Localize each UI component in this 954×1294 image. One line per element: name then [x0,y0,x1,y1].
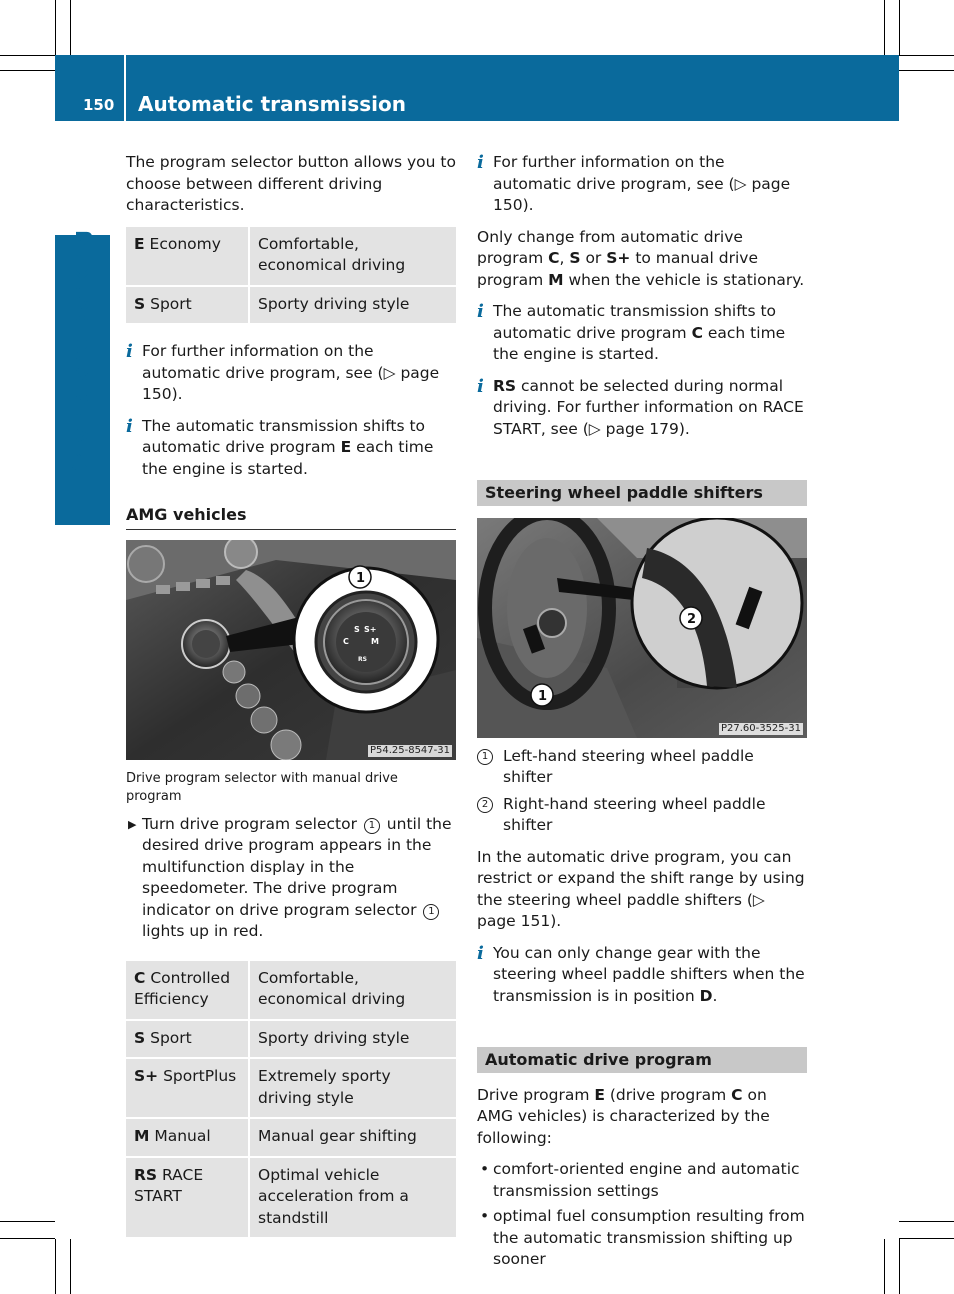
info-note [477,152,807,217]
table-key-cell [126,1118,249,1157]
callout-number: 1 [364,818,380,834]
right-column [477,152,807,1275]
step-arrow-icon: ▶ [128,817,137,831]
callout-1-label: 1 [356,570,366,586]
crop-mark [899,70,954,71]
crop-mark [0,55,55,56]
bold-run: S [569,249,581,267]
program-name: RACE START [134,1165,204,1205]
program-code: M [134,1127,150,1145]
drive-selector-illustration [126,540,456,760]
bold-run: M [548,270,564,289]
automatic-program-paragraph: In the automatic drive program, you can restrict or expand the shift range by using the steering wheel paddle shifters (▷ page 151). [477,847,805,930]
crop-mark [70,0,71,55]
info-text: For further information on the automatic drive program, see (▷ page 150). [493,153,791,214]
selector-splus-label: S+ [364,624,377,634]
info-note [126,416,456,481]
table-desc-cell: Optimal vehicle acceleration from a standstill [249,1157,456,1239]
bold-run: S+ [606,249,631,267]
table-row [126,961,456,1020]
chapter-label-text: Driving and parking [69,229,95,481]
info-note [477,376,807,441]
crop-mark [899,55,954,56]
table-key-cell [126,961,249,1020]
step-text: until the desired drive program appears in the multifunction display in the speedometer. The drive program indicator on drive program selector [142,814,452,919]
table-row [126,1118,456,1157]
bold-run: C [731,1085,743,1104]
info-note [477,301,807,366]
legend-item [477,746,807,789]
table-desc-cell: Manual gear shifting [249,1118,456,1157]
table-key-cell [126,1058,249,1118]
program-code: E [134,234,145,253]
table-row [126,227,456,286]
info-icon: i [126,415,133,437]
table-key-cell [126,1020,249,1059]
text-run: , [559,249,570,267]
crop-mark [884,0,885,55]
legend-text: Right-hand steering wheel paddle shifter [503,794,766,834]
program-code: S [134,294,146,313]
table-row [126,1058,456,1118]
crop-mark [55,1239,56,1294]
amg-drive-program-table [126,961,456,1240]
figure-code: P27.60-3525-31 [720,722,801,734]
change-program-paragraph [477,227,807,292]
crop-mark [0,1238,55,1239]
info-icon: i [126,341,133,362]
program-code: S+ [134,1067,159,1085]
characteristics-list [477,1159,807,1271]
info-icon: i [477,375,484,397]
automatic-drive-program-heading: Automatic drive program [477,1047,807,1073]
table-key-cell [126,1157,249,1239]
instruction-step [126,814,456,943]
text-run: (drive program [604,1085,732,1104]
table-key-cell [126,227,249,286]
left-column [126,152,456,1255]
paddle-shifters-heading: Steering wheel paddle shifters [477,480,807,506]
drive-selector-figure [126,540,456,760]
program-name: Economy [144,234,221,253]
info-note [126,341,456,406]
program-name: Manual [149,1127,211,1145]
text-run: to manual drive program [477,249,759,289]
page-number: 150 [83,96,115,114]
bold-run: C [548,249,560,267]
table-desc-cell: Sporty driving style [249,1020,456,1059]
legend-text: Left-hand steering wheel paddle shifter [503,746,754,786]
info-icon: i [477,301,484,322]
figure-legend [477,746,807,837]
selector-rs-label: RS [358,655,367,663]
figure-code: P54.25-8547-31 [369,744,450,756]
list-item: • optimal fuel consumption resulting from the automatic transmission shifting up sooner [477,1206,807,1271]
info-text: cannot be selected during normal driving. For further information on RACE START, see (▷ page 179). [493,376,804,438]
crop-mark [884,1239,885,1294]
program-name: Sport [145,1028,192,1047]
crop-mark [899,1239,900,1294]
info-icon: i [477,942,484,964]
step-text: Turn drive program selector [142,814,362,833]
text-run: Only change from automatic drive program [477,227,743,267]
crop-mark [70,1239,71,1294]
paddle-shifter-illustration [477,518,807,738]
legend-item [477,794,807,837]
amg-heading: AMG vehicles [126,504,456,530]
info-text: The automatic transmission shifts to automatic drive program [493,302,777,342]
info-bold: RS [493,376,517,395]
table-desc-cell: Comfortable, economical driving [249,227,456,286]
crop-mark [899,0,900,55]
selector-s-label: S [354,624,360,634]
text-run: when the vehicle is stationary. [563,270,805,289]
program-code: C [134,968,146,987]
callout-2-label: 2 [687,611,697,627]
text-run: on AMG vehicles) is characterized by the following: [477,1085,770,1147]
info-bold: C [691,323,703,342]
crop-mark [0,70,55,71]
text-run: Drive program [477,1085,595,1104]
crop-mark [0,1221,55,1222]
crop-mark [899,1221,954,1222]
text-run: or [580,249,607,267]
program-name: Controlled Efficiency [134,968,231,1008]
info-icon: i [477,152,484,173]
info-note [477,943,807,1008]
info-text: You can only change gear with the steering wheel paddle shifters when the transmission is in position [493,943,805,1005]
crop-mark [899,1238,954,1239]
table-row [126,1020,456,1059]
page-header [55,55,899,121]
info-text: The automatic transmission shifts to automatic drive program [142,416,426,456]
table-row [126,1157,456,1239]
program-name: Sport [145,294,192,313]
drive-program-table [126,227,456,326]
crop-mark [55,0,56,55]
bold-run: E [594,1085,605,1104]
table-row [126,286,456,325]
figure-caption: Drive program selector with manual drive program [126,770,398,804]
section-title: Automatic transmission [138,92,406,116]
header-divider [124,55,126,121]
info-text: each time the engine is started. [142,438,434,478]
drive-program-intro [477,1085,807,1150]
program-code: RS [134,1165,158,1184]
list-item: • comfort-oriented engine and automatic transmission settings [477,1159,807,1202]
info-text: . [712,986,718,1005]
selector-c-label: C [343,636,349,646]
paddle-shifter-figure [477,518,807,738]
program-name: SportPlus [158,1067,237,1085]
table-desc-cell: Comfortable, economical driving [249,961,456,1020]
chapter-label [55,229,110,481]
info-text: each time the engine is started. [493,323,786,363]
info-bold: E [340,438,352,456]
selector-m-label: M [371,636,379,646]
callout-number: 1 [477,749,493,765]
callout-1-label: 1 [538,688,548,704]
step-text: lights up in red. [142,922,264,940]
table-desc-cell: Sporty driving style [249,286,456,325]
table-key-cell [126,286,249,325]
info-text: For further information on the automatic drive program, see (▷ page 150). [142,342,440,403]
table-desc-cell: Extremely sporty driving style [249,1058,456,1118]
program-code: S [134,1028,146,1047]
info-bold: D [699,986,713,1005]
callout-number: 2 [477,797,493,813]
intro-paragraph: The program selector button allows you to choose between different driving characteristics. [126,153,456,214]
callout-number: 1 [423,904,439,920]
